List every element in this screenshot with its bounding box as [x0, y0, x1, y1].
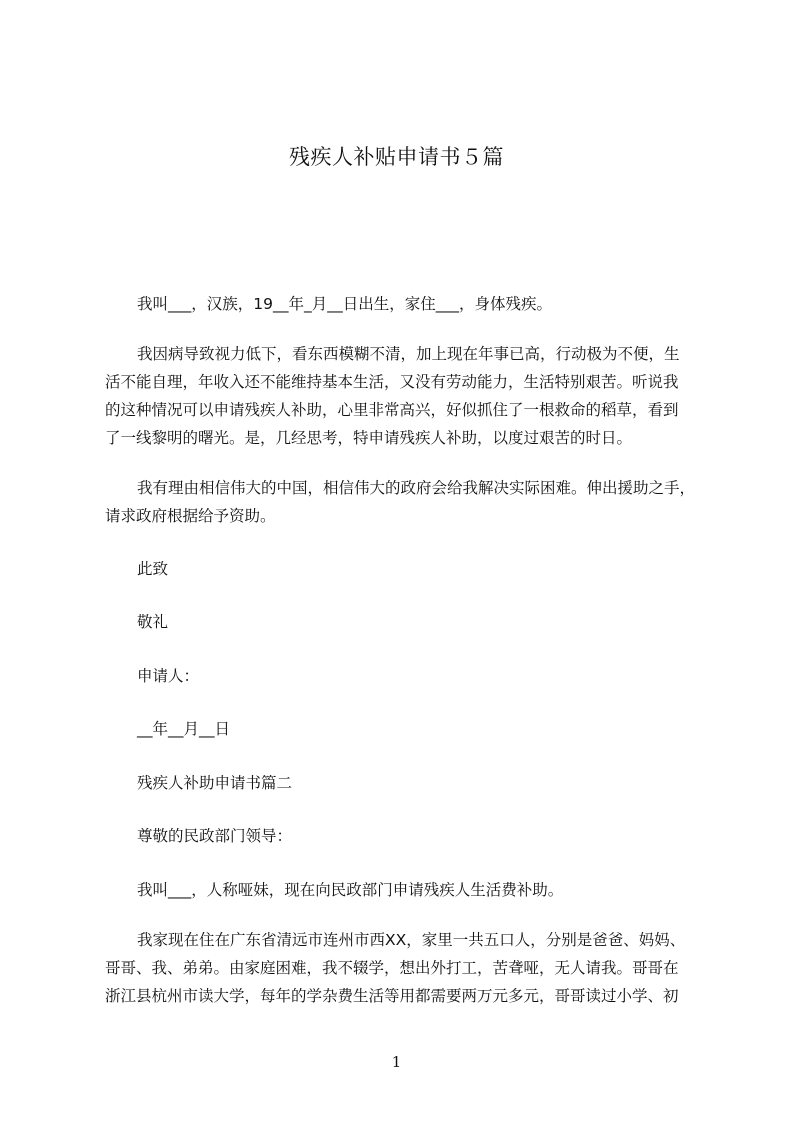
paragraph-line: 我因病导致视力低下，看东西模糊不清，加上现在年事已高，行动极为不便，生	[137, 345, 680, 363]
paragraph-line: 浙江县杭州市读大学，每年的学杂费生活等用都需要两万元多元，哥哥读过小学、初	[105, 987, 679, 1005]
paragraph-5	[105, 926, 705, 1010]
paragraph-line: 我叫___，汉族，19__年_月__日出生，家住___，身体残疾。	[137, 295, 552, 313]
paragraph-line: 我有理由相信伟大的中国，相信伟大的政府会给我解决实际困难。伸出援助之手，	[137, 479, 696, 497]
paragraph-line: 哥哥、我、弟弟。由家庭困难，我不辍学，想出外打工，苦聋哑，无人请我。哥哥在	[105, 959, 679, 977]
paragraph-line: 请求政府根据给予资助。	[105, 507, 276, 525]
applicant-label: 申请人：	[137, 667, 200, 685]
paragraph-line: 了一线黎明的曙光。是，几经思考，特申请残疾人补助，以度过艰苦的时日。	[105, 429, 633, 447]
closing-salutation: 此致	[137, 560, 169, 578]
paragraph-4: 我叫___，人称哑妹，现在向民政部门申请残疾人生活费补助。	[137, 881, 564, 899]
paragraph-line: 活不能自理，年收入还不能维持基本生活，又没有劳动能力，生活特别艰苦。听说我	[105, 373, 679, 391]
document-title: 残疾人补贴申请书５篇	[289, 145, 504, 169]
page-number: 1	[391, 1053, 402, 1071]
date-line: __年__月__日	[137, 720, 231, 738]
paragraph-2	[105, 340, 705, 452]
paragraph-3	[105, 474, 705, 530]
section-heading: 残疾人补助申请书篇二	[137, 774, 293, 792]
paragraph-1	[137, 292, 552, 314]
greeting: 尊敬的民政部门领导：	[137, 827, 293, 845]
paragraph-line: 我家现在住在广东省清远市连州市西XX，家里一共五口人，分别是爸爸、妈妈、	[137, 931, 686, 949]
paragraph-line: 的这种情况可以申请残疾人补助，心里非常高兴，好似抓住了一根救命的稻草，看到	[105, 401, 679, 419]
closing-regards: 敬礼	[137, 613, 169, 631]
